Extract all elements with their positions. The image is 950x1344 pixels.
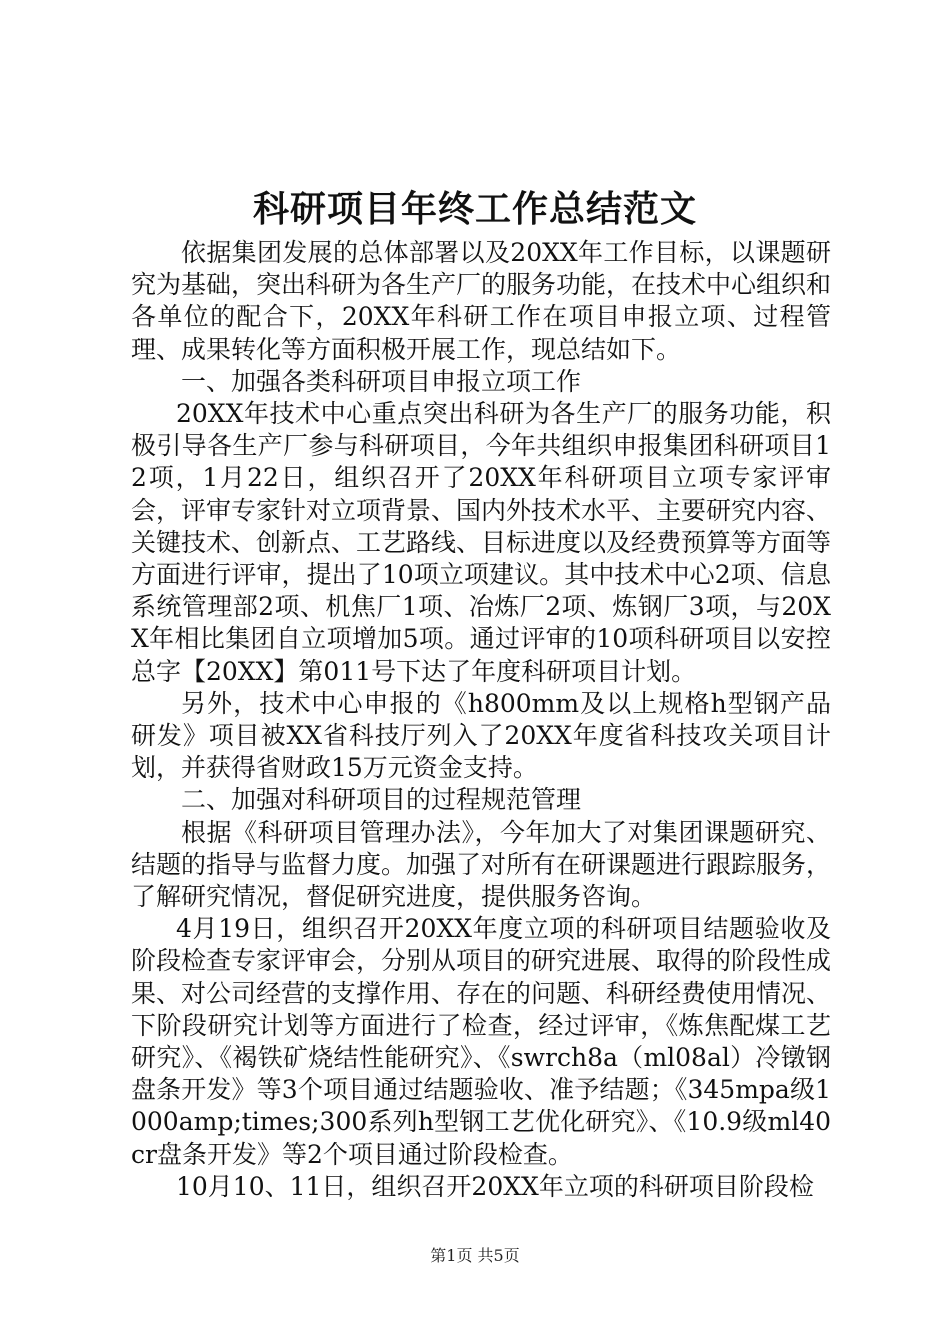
paragraph-april-review: 4月19日，组织召开20XX年度立项的科研项目结题验收及阶段检查专家评审会，分别从项目的研究进展、取得的阶段性成果、对公司经营的支撑作用、存在的问题、科研经费使用情况、下阶段研究计划等方面进行了检查，经过评审，《炼焦配煤工艺研究》、《褐铁矿烧结性能研究》、《swrch8a（ml08al）冷镦钢盘条开发》等3个项目通过结题验收、准予结题；《345mpa级1000amp;times;300系列h型钢工艺优化研究》、《10.9级ml40cr盘条开发》等2个项目通过阶段检查。: [131, 914, 832, 1169]
section-heading-2: 二、加强对科研项目的过程规范管理: [181, 785, 582, 815]
paragraph-project-application: 20XX年技术中心重点突出科研为各生产厂的服务功能，积极引导各生产厂参与科研项目，今年共组织申报集团科研项目12项，1月22日，组织召开了20XX年科研项目立项专家评审会，评审专家针对立项背景、国内外技术水平、主要研究内容、关键技术、创新点、工艺路线、目标进度以及经费预算等方面等方面进行评审，提出了10项立项建议。其中技术中心2项、信息系统管理部2项、机焦厂1项、冶炼厂2项、炼钢厂3项，与20XX年相比集团自立项增加5项。通过评审的10项科研项目以安控总字【20XX】第011号下达了年度科研项目计划。: [131, 399, 832, 686]
section-heading-1: 一、加强各类科研项目申报立项工作: [181, 366, 582, 396]
paragraph-intro: 依据集团发展的总体部署以及20XX年工作目标，以课题研究为基础，突出科研为各生产厂的服务功能，在技术中心组织和各单位的配合下，20XX年科研工作在项目申报立项、过程管理、成果转化等方面积极开展工作，现总结如下。: [131, 238, 832, 364]
page-number-footer: 第1页 共5页: [430, 1246, 520, 1265]
page-title: 科研项目年终工作总结范文: [252, 188, 697, 230]
paragraph-october-review: 10月10、11日，组织召开20XX年立项的科研项目阶段检: [176, 1171, 814, 1201]
paragraph-provincial-project: 另外，技术中心申报的《h800mm及以上规格h型钢产品研发》项目被XX省科技厅列入了20XX年度省科技攻关项目计划，并获得省财政15万元资金支持。: [131, 688, 831, 783]
document-body: [131, 237, 831, 1203]
paragraph-management-rules: 根据《科研项目管理办法》，今年加大了对集团课题研究、结题的指导与监督力度。加强了对所有在研课题进行跟踪服务，了解研究情况，督促研究进度，提供服务咨询。: [131, 817, 832, 912]
